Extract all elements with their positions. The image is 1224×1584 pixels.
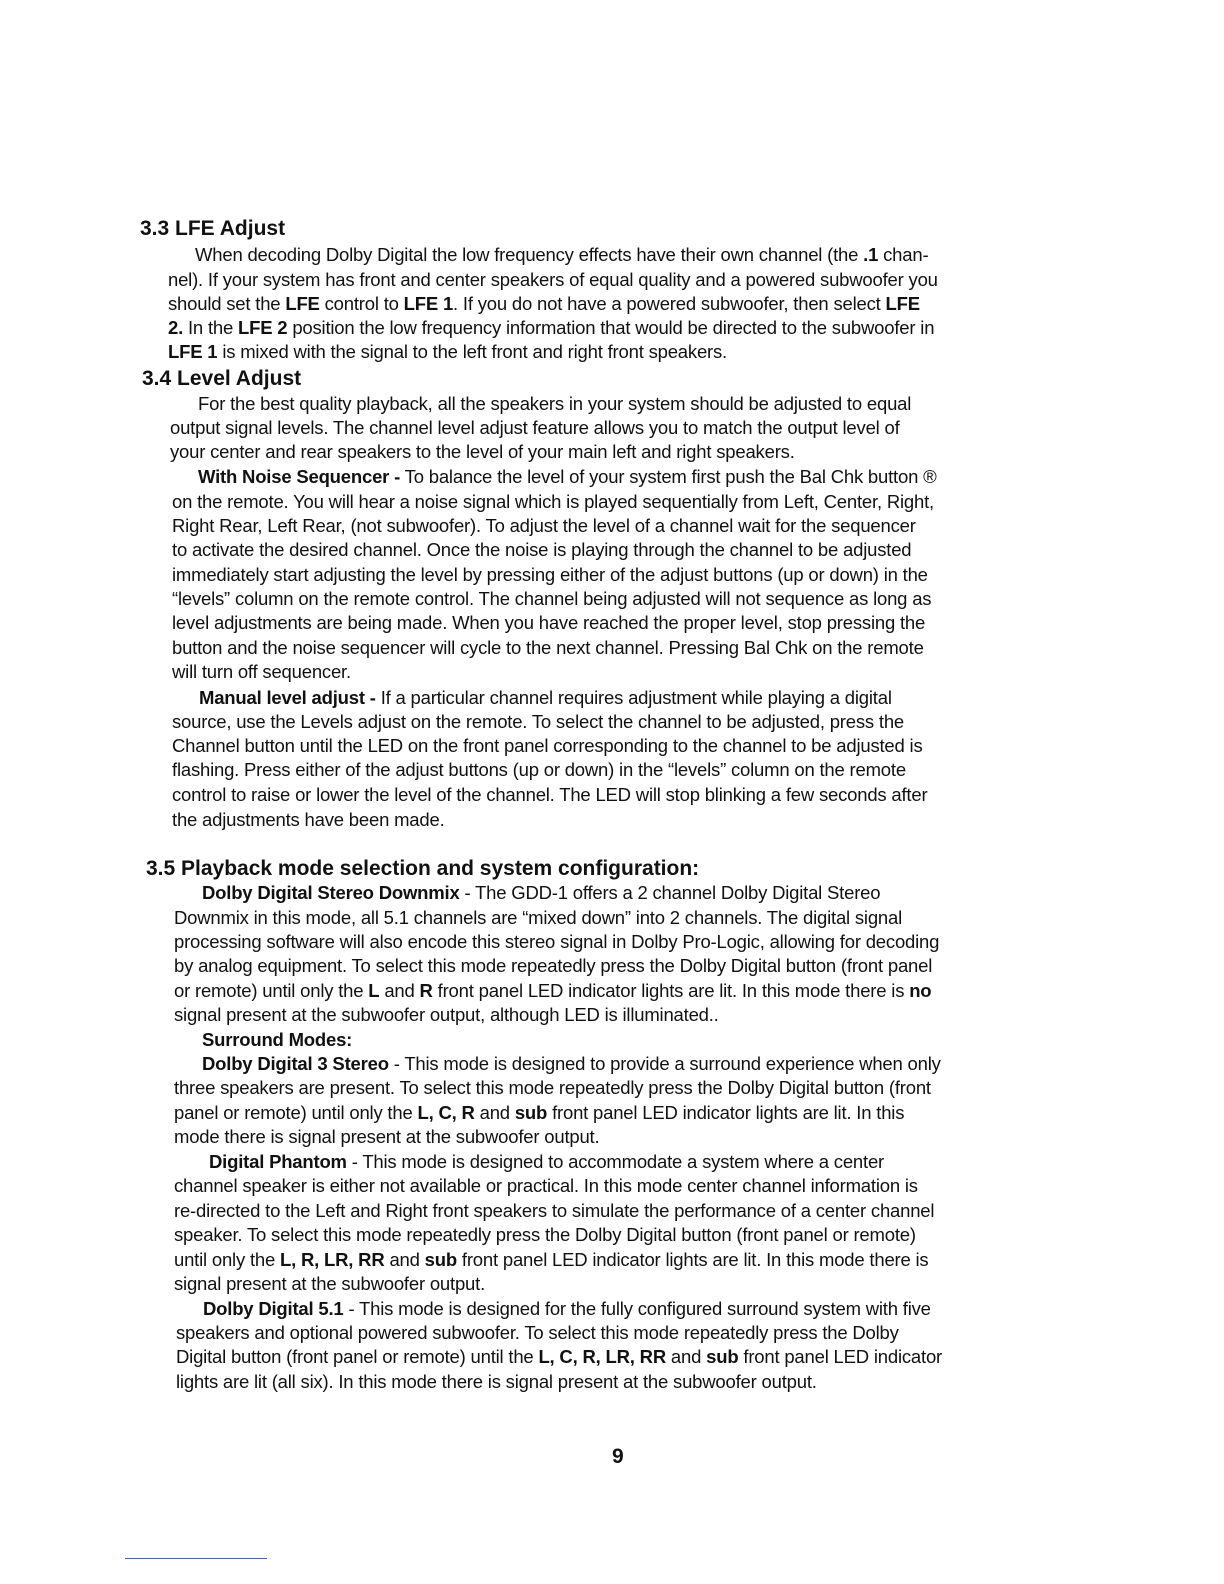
text-run: . If you do not have a powered subwoofer, then select [453,293,886,314]
text-run: output signal levels. The channel level adjust feature allows you to match the output level of [170,417,900,438]
text-run: will turn off sequencer. [172,661,351,682]
body-line [202,1028,352,1052]
body-line [199,686,892,710]
body-line [198,392,911,416]
bold-text: LFE 1 [403,293,454,314]
body-line [172,514,916,538]
body-line [209,1150,884,1174]
bold-text: Surround Modes: [202,1029,353,1050]
bold-text: LFE [885,293,920,314]
body-line [174,930,939,954]
text-run: For the best quality playback, all the speakers in your system should be adjusted to equal [198,393,912,414]
bold-text: L, C, R, LR, RR [538,1346,666,1367]
body-line [176,1345,942,1369]
body-line [168,292,920,316]
text-run: channel speaker is either not available or practical. In this mode center channel information is [174,1175,918,1196]
bold-text: L, C, R [417,1102,475,1123]
body-line [174,979,931,1003]
text-run: is mixed with the signal to the left front and right front speakers. [217,341,727,362]
body-line [170,440,795,464]
text-run: In the [183,317,238,338]
text-run: source, use the Levels adjust on the remote. To select the channel to be adjusted, press the [172,711,905,732]
bold-text: Dolby Digital Stereo Downmix [202,882,460,903]
text-run: When decoding Dolby Digital the low frequency effects have their own channel (the [195,244,864,265]
text-run: If a particular channel requires adjustment while playing a digital [375,687,892,708]
bold-text: R [419,980,433,1001]
text-run: your center and rear speakers to the level of your main left and right speakers. [170,441,795,462]
section-heading-3-4: 3.4 Level Adjust [142,367,302,390]
text-run: and [474,1102,515,1123]
body-line [174,1076,931,1100]
bold-text: Digital Phantom [209,1151,347,1172]
body-line [172,538,911,562]
bold-text: L [368,980,380,1001]
text-run: processing software will also encode this stereo signal in Dolby Pro-Logic, allowing for decoding [174,931,940,952]
text-run: front panel LED indicator lights are lit. In this [547,1102,905,1123]
body-line [174,1272,485,1296]
body-line [172,758,906,782]
text-run: to activate the desired channel. Once the noise is playing through the channel to be adjusted [172,539,912,560]
body-line [172,808,445,832]
body-line [198,465,937,489]
body-line [174,1223,916,1247]
text-run: speaker. To select this mode repeatedly press the Dolby Digital button (front panel or remote) [174,1224,916,1245]
body-line [170,416,900,440]
bold-text: sub [514,1102,548,1123]
text-run: panel or remote) until only the [174,1102,418,1123]
text-run: until only the [174,1249,281,1270]
body-line [172,611,925,635]
text-run: and [379,980,420,1001]
text-run: chan- [878,244,929,265]
body-line [172,783,927,807]
bold-text: LFE 1 [168,341,218,362]
text-run: - This mode is designed for the fully configured surround system with five [343,1298,931,1319]
text-run: - This mode is designed to accommodate a system where a center [346,1151,884,1172]
text-run: mode there is signal present at the subwoofer output. [174,1126,600,1147]
body-line [202,1052,941,1076]
text-run: flashing. Press either of the adjust buttons (up or down) in the “levels” column on the remote [172,759,906,780]
text-run: front panel LED indicator [738,1346,942,1367]
text-run: on the remote. You will hear a noise signal which is played sequentially from Left, Center, Right, [172,491,934,512]
bold-text: LFE [285,293,320,314]
text-run: level adjustments are being made. When you have reached the proper level, stop pressing the [172,612,926,633]
text-run: position the low frequency information that would be directed to the subwoofer in [287,317,935,338]
body-line [172,587,931,611]
text-run: To balance the level of your system first push the Bal Chk button ® [400,466,937,487]
body-line [195,243,928,267]
text-run: button and the noise sequencer will cycle to the next channel. Pressing Bal Chk on the remote [172,637,924,658]
bold-text: no [909,980,932,1001]
text-run: “levels” column on the remote control. The channel being adjusted will not sequence as long as [172,588,932,609]
body-line [168,268,938,292]
text-run: nel). If your system has front and center speakers of equal quality and a powered subwoofer you [168,269,938,290]
body-line [176,1321,899,1345]
text-run: signal present at the subwoofer output, although LED is illuminated.. [174,1004,719,1025]
body-line [202,881,880,905]
body-line [172,660,351,684]
text-run: lights are lit (all six). In this mode there is signal present at the subwoofer output. [176,1371,817,1392]
bold-text: .1 [863,244,879,265]
text-run: by analog equipment. To select this mode repeatedly press the Dolby Digital button (front panel [174,955,933,976]
body-line [172,563,928,587]
text-run: Digital button (front panel or remote) until the [176,1346,539,1367]
footer-rule [125,1558,267,1559]
text-run: re-directed to the Left and Right front speakers to simulate the performance of a center channel [174,1200,935,1221]
body-line [168,316,934,340]
body-line [174,1199,934,1223]
text-run: Channel button until the LED on the front panel corresponding to the channel to be adjusted is [172,735,923,756]
body-line [172,734,923,758]
text-run: three speakers are present. To select this mode repeatedly press the Dolby Digital button (front [174,1077,931,1098]
body-line [176,1370,817,1394]
body-line [168,340,727,364]
text-run: or remote) until only the [174,980,369,1001]
text-run: - The GDD-1 offers a 2 channel Dolby Digital Stereo [459,882,881,903]
body-line [174,1174,918,1198]
bold-text: sub [706,1346,739,1367]
body-line [174,1101,904,1125]
body-line [172,710,904,734]
text-run: front panel LED indicator lights are lit. In this mode there is [456,1249,929,1270]
bold-text: LFE 2 [238,317,288,338]
bold-text: Dolby Digital 5.1 [203,1298,344,1319]
text-run: the adjustments have been made. [172,809,445,830]
body-line [174,1003,719,1027]
bold-text: Dolby Digital 3 Stereo [202,1053,389,1074]
section-heading-3-3: 3.3 LFE Adjust [140,217,286,240]
text-run: should set the [168,293,286,314]
body-line [174,906,902,930]
bold-text: L, R, LR, RR [280,1249,385,1270]
text-run: Downmix in this mode, all 5.1 channels are “mixed down” into 2 channels. The digital signal [174,907,903,928]
page-number: 9 [612,1445,624,1468]
text-run: and [384,1249,425,1270]
body-line [174,1248,928,1272]
text-run: signal present at the subwoofer output. [174,1273,486,1294]
text-run: front panel LED indicator lights are lit. In this mode there is [432,980,910,1001]
section-heading-3-5: 3.5 Playback mode selection and system configuration: [146,857,700,880]
text-run: control to raise or lower the level of the channel. The LED will stop blinking a few seconds after [172,784,928,805]
text-run: and [665,1346,707,1367]
text-run: - This mode is designed to provide a surround experience when only [388,1053,941,1074]
body-line [172,636,924,660]
bold-text: Manual level adjust - [199,687,376,708]
body-line [174,954,932,978]
text-run: Right Rear, Left Rear, (not subwoofer). To adjust the level of a channel wait for the sequencer [172,515,916,536]
text-run: immediately start adjusting the level by pressing either of the adjust buttons (up or down) in the [172,564,928,585]
body-line [174,1125,599,1149]
bold-text: sub [424,1249,457,1270]
text-run: control to [319,293,404,314]
text-run: speakers and optional powered subwoofer. To select this mode repeatedly press the Dolby [176,1322,899,1343]
body-line [172,490,934,514]
bold-text: 2. [168,317,184,338]
bold-text: With Noise Sequencer - [198,466,401,487]
body-line [203,1297,931,1321]
